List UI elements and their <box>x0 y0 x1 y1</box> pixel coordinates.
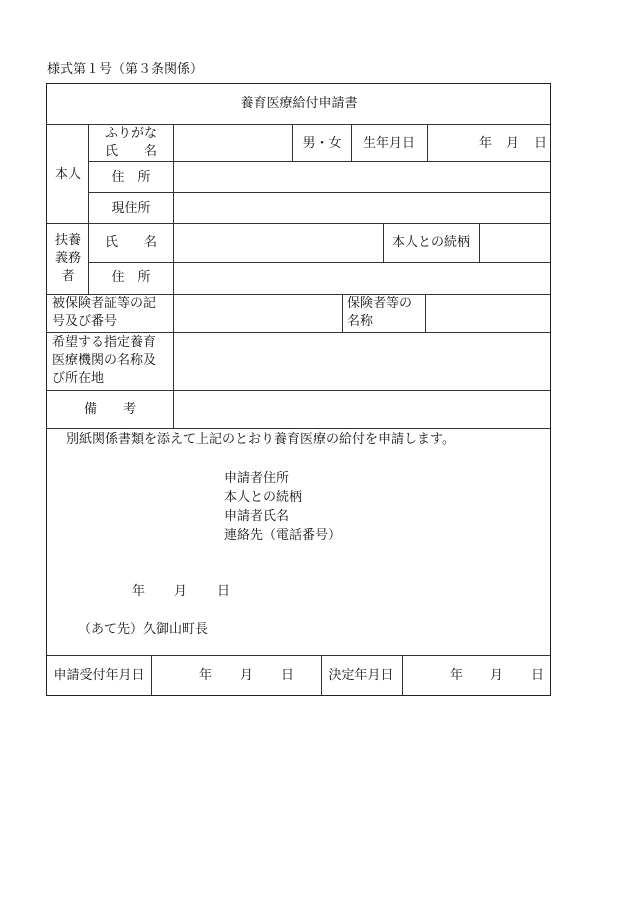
furigana-label: ふりがな <box>104 126 158 141</box>
guardian-address-field[interactable] <box>174 263 549 293</box>
remarks-label: 備 考 <box>83 402 137 417</box>
birthdate-label: 生年月日 <box>362 136 416 151</box>
furigana-field[interactable] <box>174 125 291 160</box>
insurer-field[interactable] <box>426 295 549 331</box>
insurance-card-field[interactable] <box>174 295 341 331</box>
decided-month-unit: 月 <box>490 668 504 683</box>
sign-day-unit: 日 <box>217 584 231 599</box>
form-number-caption: 様式第１号（第３条関係） <box>47 62 204 77</box>
form-title: 養育医療給付申請書 <box>240 96 358 111</box>
gender-label: 男・女 <box>302 136 342 151</box>
birth-year-unit: 年 <box>479 136 493 151</box>
col-divider <box>351 124 352 161</box>
col-divider <box>383 223 384 262</box>
received-month-unit: 月 <box>240 668 254 683</box>
guardian-address-label: 住 所 <box>111 270 151 285</box>
received-date-label: 申請受付年月日 <box>53 668 145 683</box>
applicant-contact-line: 連絡先（電話番号） <box>224 528 342 543</box>
institution-label-2: 医療機関の名称及 <box>52 353 157 368</box>
relationship-label: 本人との続柄 <box>391 235 471 250</box>
application-form <box>46 83 551 696</box>
applicant-group-label: 本人 <box>54 167 82 182</box>
col-divider <box>342 294 343 332</box>
insurance-card-label-1: 被保険者証等の記 <box>52 296 157 311</box>
applicant-address-line: 申請者住所 <box>224 471 290 486</box>
row-divider <box>47 428 550 429</box>
institution-field[interactable] <box>174 333 549 389</box>
guardian-group-label-3: 者 <box>61 269 75 284</box>
guardian-group-label-1: 扶養 <box>54 233 82 248</box>
col-divider <box>88 124 89 294</box>
decided-year-unit: 年 <box>450 668 464 683</box>
institution-label-1: 希望する指定養育 <box>52 335 157 350</box>
insurance-card-label-2: 号及び番号 <box>52 314 118 329</box>
col-divider <box>151 655 152 695</box>
guardian-name-label: 氏 名 <box>104 235 158 250</box>
received-year-unit: 年 <box>199 668 213 683</box>
birth-month-unit: 月 <box>506 136 520 151</box>
insurer-label-2: 名称 <box>347 314 374 329</box>
col-divider <box>402 655 403 695</box>
addressee-text: （あて先）久御山町長 <box>78 622 209 637</box>
current-address-field[interactable] <box>174 193 549 222</box>
applicant-address-label: 住 所 <box>111 170 151 185</box>
current-address-label: 現住所 <box>111 201 151 216</box>
applicant-name-line: 申請者氏名 <box>224 509 290 524</box>
guardian-group-label-2: 義務 <box>54 251 82 266</box>
applicant-relationship-line: 本人との続柄 <box>224 490 303 505</box>
received-day-unit: 日 <box>281 668 295 683</box>
col-divider <box>427 124 428 161</box>
relationship-field[interactable] <box>480 224 549 261</box>
birth-day-unit: 日 <box>534 136 548 151</box>
institution-label-3: び所在地 <box>52 371 105 386</box>
decided-day-unit: 日 <box>531 668 545 683</box>
applicant-address-field[interactable] <box>174 162 549 191</box>
declaration-text: 別紙関係書類を添えて上記のとおり養育医療の給付を申請します。 <box>66 432 455 447</box>
col-divider <box>292 124 293 161</box>
guardian-name-field[interactable] <box>174 224 382 261</box>
sign-year-unit: 年 <box>132 584 146 599</box>
applicant-name-label: 氏 名 <box>104 144 158 159</box>
insurer-label-1: 保険者等の <box>347 296 413 311</box>
sign-month-unit: 月 <box>174 584 188 599</box>
row-divider <box>47 655 550 656</box>
decided-date-label: 決定年月日 <box>328 668 394 683</box>
col-divider <box>321 655 322 695</box>
remarks-field[interactable] <box>174 391 549 427</box>
